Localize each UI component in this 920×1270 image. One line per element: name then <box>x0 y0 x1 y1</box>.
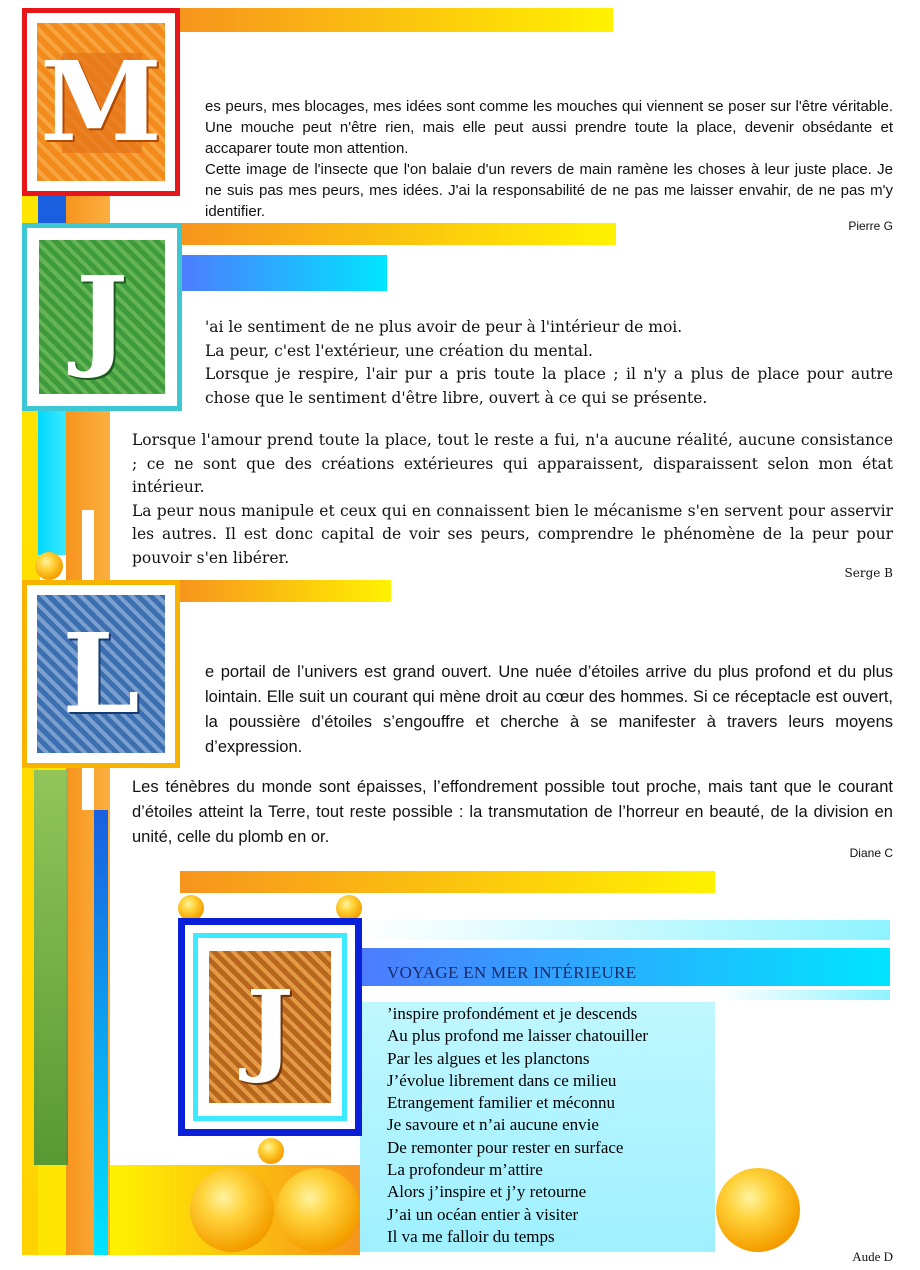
cyan-bar-top <box>360 920 890 940</box>
drop-cap-j-letter: J <box>75 252 129 381</box>
drop-cap-j-frame <box>22 223 182 411</box>
section1-paragraph-2: Cette image de l'insecte que l'on balaie d'un revers de main ramène les choses à leur juste place. Je ne suis pas mes peurs, mes idées. J'ai la responsabilité de ne pas me laisser envahir, de ne pas m'y identifier. <box>205 161 893 220</box>
section2-line-3: Lorsque je respire, l'air pur a pris toute la place ; il n'y a plus de place pour autre chose que le sentiment d'être libre, ouvert à ce qui se présente. <box>205 365 893 407</box>
section2-line-2: La peur, c'est l'extérieur, une création du mental. <box>205 341 593 360</box>
right-cyan-stripe <box>94 810 108 1255</box>
poem-title: VOYAGE EN MER INTÉRIEURE <box>387 963 637 982</box>
drop-cap-m-image <box>37 23 165 181</box>
section2-paragraphs <box>132 429 893 570</box>
section2-lines <box>205 316 893 410</box>
left-blue-column <box>38 195 66 225</box>
poem-line-3: Par les algues et les planctons <box>387 1048 590 1068</box>
poem-line-5: Etrangement familier et méconnu <box>387 1093 615 1113</box>
gold-ball-large-2 <box>276 1168 360 1252</box>
drop-cap-j-image <box>39 240 165 394</box>
section1-text <box>205 96 893 222</box>
gold-ball-large-1 <box>190 1168 274 1252</box>
poem-line-9: Alors j’inspire et j’y retourne <box>387 1182 587 1202</box>
gold-ball-4 <box>258 1138 284 1164</box>
poem-line-11: Il va me falloir du temps <box>387 1226 555 1246</box>
signature-pierre: Pierre G <box>848 219 893 233</box>
poem-line-1: ’inspire profondément et je descends <box>387 1004 638 1023</box>
orange-bar-3 <box>180 580 391 602</box>
drop-cap-m-frame <box>22 8 180 196</box>
glyph-column <box>34 770 68 1165</box>
poem-line-7: De remonter pour rester en surface <box>387 1137 624 1157</box>
gold-ball-large-3 <box>716 1168 800 1252</box>
gold-ball-1 <box>35 552 63 580</box>
poem-line-6: Je savoure et n’ai aucune envie <box>387 1115 599 1135</box>
drop-cap-l-frame <box>22 580 180 768</box>
section3-text: e portail de l’univers est grand ouvert. Une nuée d’étoiles arrive du plus profond et du plus lointain. Elle suit un courant qui mène droit au cœur des hommes. Si ce réceptacle est ouvert, la poussière d’étoiles s’engouffre et cherche à se manifester à travers leurs moyens d’expression. <box>205 663 893 756</box>
poem-line-2: Au plus profond me laisser chatouiller <box>387 1026 649 1046</box>
orange-bar-2 <box>180 223 616 245</box>
section1-paragraph: es peurs, mes blocages, mes idées sont comme les mouches qui viennent se poser sur l'être véritable. Une mouche peut n'être rien, mais elle peut aussi prendre toute la place, devenir obsédante et accaparer toute mon attention. <box>205 98 893 157</box>
signature-aude: Aude D <box>852 1249 893 1264</box>
signature-serge: Serge B <box>844 566 893 580</box>
drop-cap-l-letter: L <box>62 609 140 738</box>
poem-line-8: La profondeur m’attire <box>387 1160 543 1180</box>
blue-bar-2 <box>180 255 387 291</box>
orange-bar-4 <box>180 871 715 893</box>
poem <box>387 1003 707 1248</box>
drop-cap-j2-letter: J <box>246 968 294 1086</box>
drop-cap-l-image <box>37 595 165 753</box>
section2-line-1: 'ai le sentiment de ne plus avoir de peur à l'intérieur de moi. <box>205 318 683 336</box>
section3-paragraph: Les ténèbres du monde sont épaisses, l’effondrement possible tout proche, mais tant que le courant d’étoiles atteint la Terre, tout reste possible : la transmutation de l’horreur en beauté, de la division en unité, celle du plomb en or. <box>132 778 893 846</box>
section2-paragraph-2: La peur nous manipule et ceux qui en connaissent bien le mécanisme s'en servent pour asservir les autres. Il est donc capital de voir ses peurs, comprendre le phénomène de la peur pour pouvoir s'en libérer. <box>132 501 893 567</box>
top-gradient-bar <box>180 8 613 32</box>
poem-line-4: J’évolue librement dans ce milieu <box>387 1070 617 1090</box>
drop-cap-m-letter: M <box>40 37 162 166</box>
drop-cap-j2-image <box>209 951 331 1103</box>
cyan-bar-right <box>715 990 890 1000</box>
left-cyan-column <box>38 405 66 555</box>
section2-paragraph-1: Lorsque l'amour prend toute la place, tout le reste a fui, n'a aucune réalité, aucune consistance ; ce ne sont que des créations extérieures qui apparaissent, disparaissent selon mon état intérieur. <box>132 431 893 496</box>
poem-line-10: J’ai un océan entier à visiter <box>387 1204 579 1224</box>
drop-cap-j2-frame <box>178 918 362 1136</box>
signature-diane: Diane C <box>849 846 893 860</box>
